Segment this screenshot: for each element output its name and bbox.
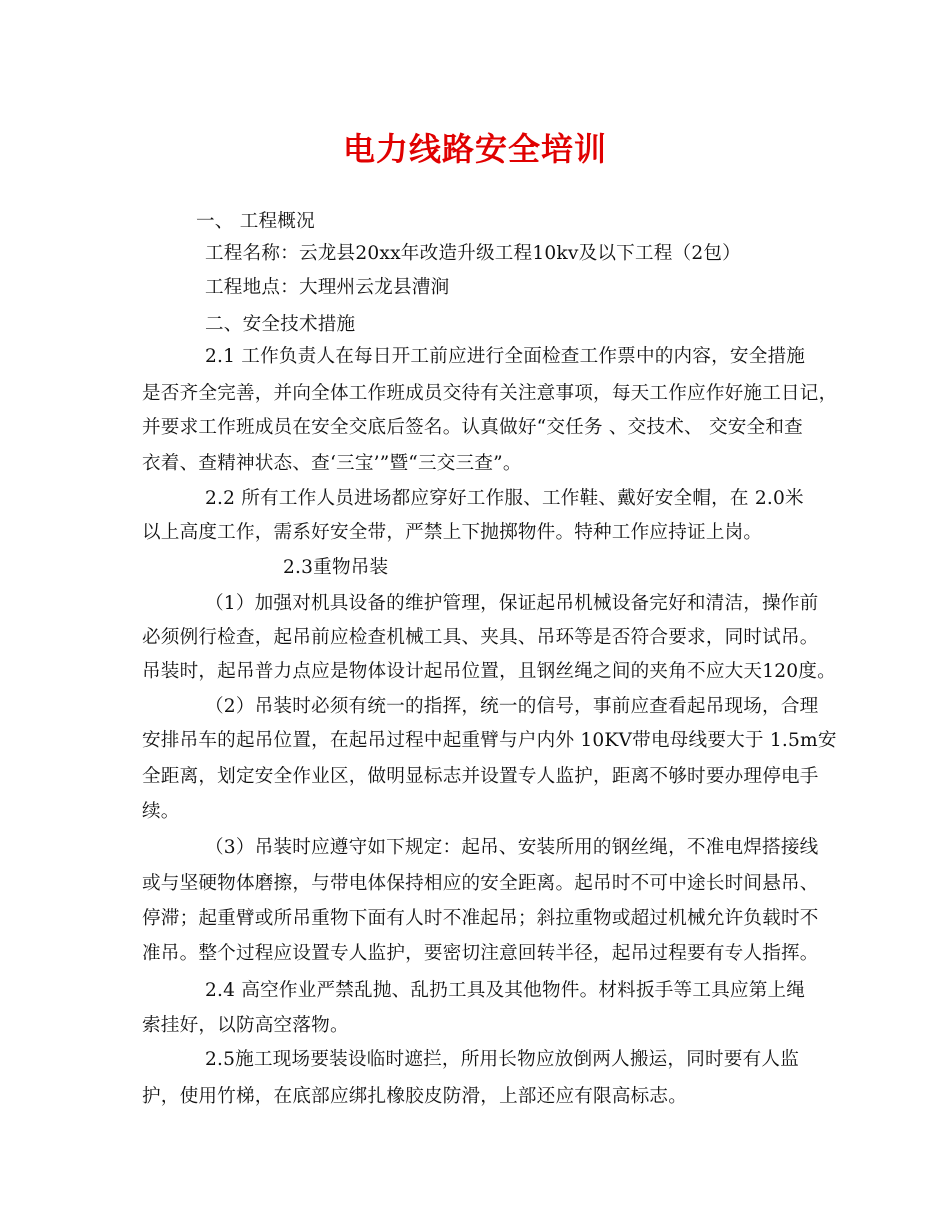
paragraph-line: （1）加强对机具设备的维护管理，保证起吊机械设备完好和清洁，操作前	[205, 593, 819, 614]
paragraph-line: 索挂好，以防高空落物。	[142, 1015, 349, 1036]
paragraph-line: 准吊。整个过程应设置专人监护，要密切注意回转半径，起吊过程要有专人指挥。	[142, 943, 819, 964]
paragraph-line: （2）吊装时必须有统一的指挥，统一的信号，事前应查看起吊现场，合理	[205, 696, 819, 717]
paragraph-line: 以上高度工作，需系好安全带，严禁上下抛掷物件。特种工作应持证上岗。	[142, 522, 763, 543]
paragraph-line: 是否齐全完善，并向全体工作班成员交待有关注意事项，每天工作应作好施工日记，	[142, 383, 838, 404]
paragraph-line: 2.4 高空作业严禁乱抛、乱扔工具及其他物件。材料扳手等工具应第上绳	[205, 980, 806, 1001]
paragraph-line: 续。	[142, 801, 180, 822]
paragraph-line: 并要求工作班成员在安全交底后签名。认真做好“交任务 、交技术、 交安全和查	[142, 417, 803, 438]
paragraph-line: 2.5施工现场要装设临时遮拦，所用长物应放倒两人搬运，同时要有人监	[205, 1049, 799, 1070]
subheading-2-3: 2.3重物吊装	[283, 557, 389, 578]
paragraph-line: 必须例行检查，起吊前应检查机械工具、夹具、吊环等是否符合要求，同时试吊。	[142, 627, 819, 648]
paragraph-line: 全距离，划定安全作业区，做明显标志并设置专人监护，距离不够时要办理停电手	[142, 766, 819, 787]
paragraph-line: 2.1 工作负责人在每日开工前应进行全面检查工作票中的内容，安全措施	[205, 346, 806, 367]
paragraph-line: 或与坚硬物体磨擦，与带电体保持相应的安全距离。起吊时不可中途长时间悬吊、	[142, 873, 819, 894]
paragraph-line: 护，使用竹梯，在底部应绑扎橡胶皮防滑，上部还应有限高标志。	[142, 1086, 688, 1107]
project-name-line: 工程名称：云龙县20xx年改造升级工程10kv及以下工程（2包）	[205, 243, 741, 264]
paragraph-line: （3）吊装时应遵守如下规定：起吊、安装所用的钢丝绳，不准电焊搭接线	[205, 837, 819, 858]
section-heading-2: 二、安全技术措施	[205, 314, 356, 335]
section-heading-1: 一、 工程概况	[196, 211, 315, 232]
project-site-line: 工程地点：大理州云龙县漕涧	[205, 277, 450, 298]
document-title: 电力线路安全培训	[342, 130, 607, 168]
paragraph-line: 2.2 所有工作人员进场都应穿好工作服、工作鞋、戴好安全帽，在 2.0米	[205, 488, 804, 509]
paragraph-line: 衣着、查精神状态、查‘三宝’”暨“三交三查”。	[142, 453, 522, 474]
paragraph-line: 停滞；起重臂或所吊重物下面有人时不准起吊；斜拉重物或超过机械允许负载时不	[142, 908, 819, 929]
paragraph-line: 安排吊车的起吊位置，在起吊过程中起重臂与户内外 10KV带电母线要大于 1.5m安	[142, 730, 837, 751]
paragraph-line: 吊装时，起吊普力点应是物体设计起吊位置，且钢丝绳之间的夹角不应大天120度。	[142, 661, 836, 682]
